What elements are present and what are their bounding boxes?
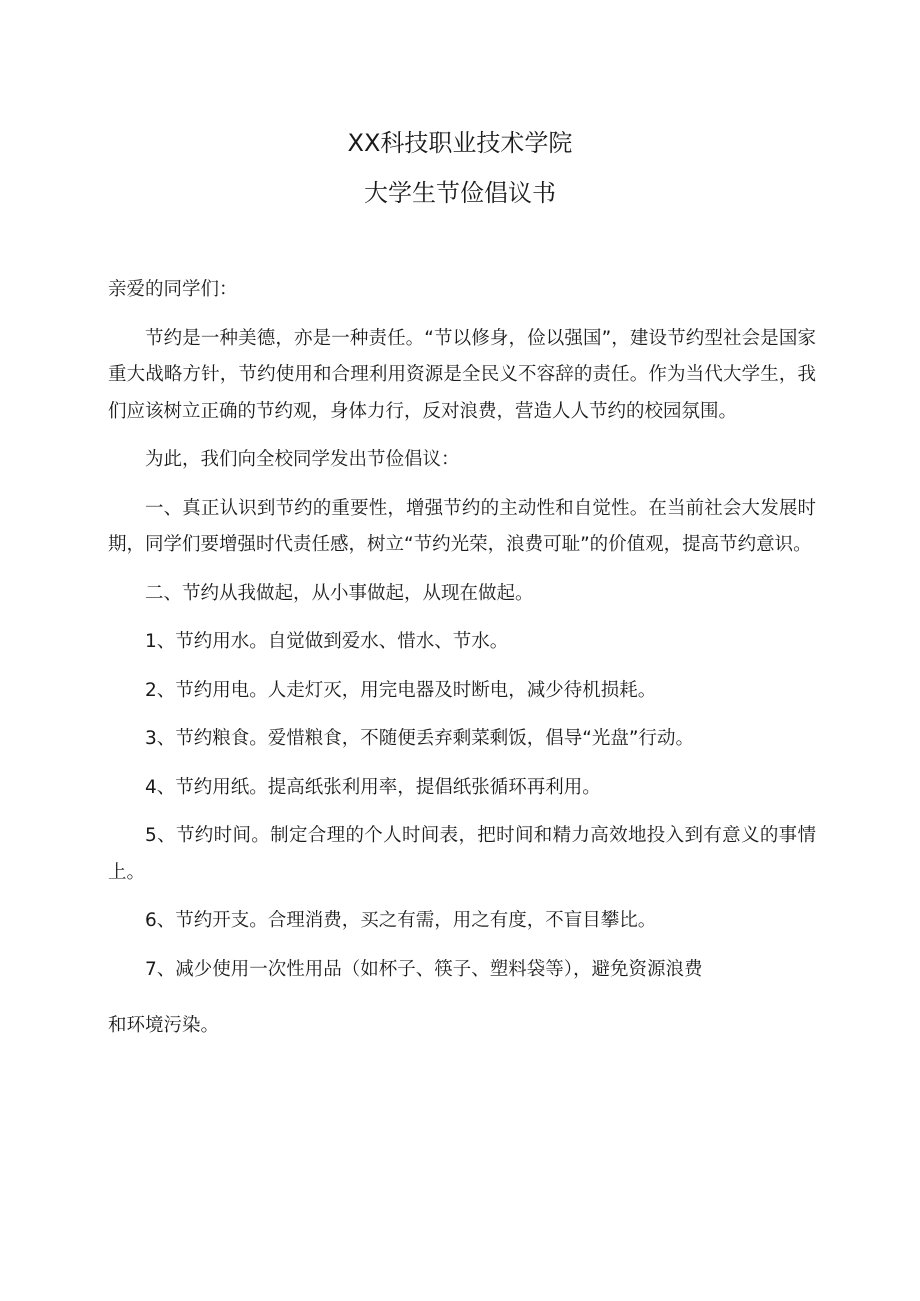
paragraph-point-one: 一、真正认识到节约的重要性，增强节约的主动性和自觉性。在当前社会大发展时期，同学们要增强时代责任感，树立“节约光荣，浪费可耻”的价值观，提高节约意识。 [108,497,816,555]
list-item-water: 1、节约用水。自觉做到爱水、惜水、节水。 [145,631,509,652]
list-item-electricity: 2、节约用电。人走灯灭，用完电器及时断电，减少待机损耗。 [145,679,657,701]
letter-body [108,272,816,1057]
salutation: 亲爱的同学们： [108,279,238,300]
list-item-spending: 6、节约开支。合理消费，买之有需，用之有度，不盲目攀比。 [145,910,657,931]
list-item-disposables: 7、减少使用一次性用品（如杯子、筷子、塑料袋等），避免资源浪费 [145,958,703,980]
list-item-food: 3、节约粮食。爱惜粮食，不随便丢弃剩菜剩饭，倡导“光盘”行动。 [145,728,694,749]
list-item-paper: 4、节约用纸。提高纸张利用率，提倡纸张循环再利用。 [145,776,601,798]
list-item-time: 5、节约时间。制定合理的个人时间表，把时间和精力高效地投入到有意义的事情上。 [108,825,816,883]
school-name: XX科技职业技术学院 [347,129,573,157]
list-item-disposables-continued: 和环境污染。 [108,1015,220,1036]
document-title: 大学生节俭倡议书 [364,179,556,207]
paragraph-intro: 节约是一种美德，亦是一种责任。“节以修身，俭以强国”，建设节约型社会是国家重大战略方针，节约使用和合理利用资源是全民义不容辞的责任。作为当代大学生，我们应该树立正确的节约观，身体力行，反对浪费，营造人人节约的校园氛围。 [108,327,816,422]
paragraph-call: 为此，我们向全校同学发出节俭倡议： [145,449,460,470]
paragraph-point-two: 二、节约从我做起，从小事做起，从现在做起。 [145,582,534,604]
